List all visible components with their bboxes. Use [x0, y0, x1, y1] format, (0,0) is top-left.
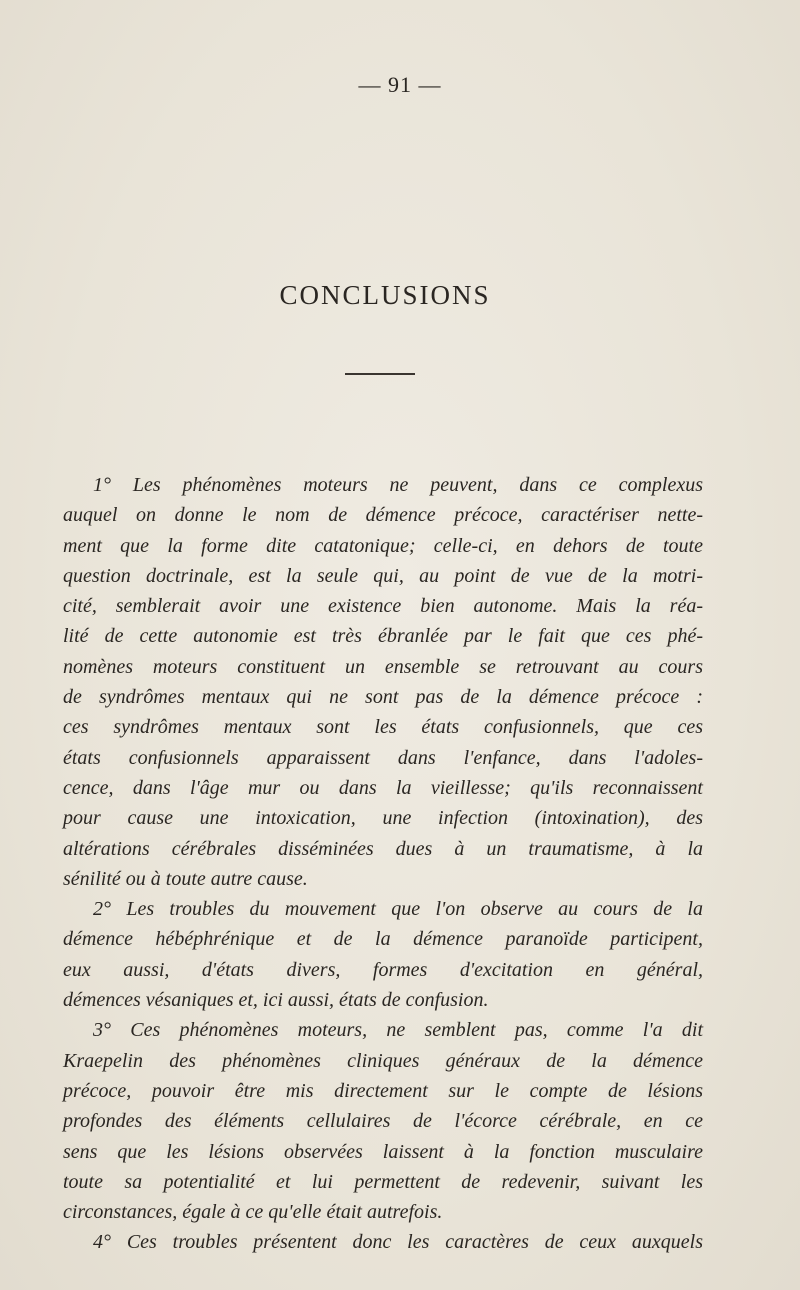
paragraph-3	[63, 1015, 703, 1227]
text-line: démence hébéphrénique et de la démence paranoïde participent,	[63, 928, 703, 951]
body-text	[63, 470, 703, 1258]
text-line: nomènes moteurs constituent un ensemble se retrouvant au cours	[63, 655, 703, 678]
text-line: de syndrômes mentaux qui ne sont pas de la démence précoce :	[63, 686, 703, 709]
text-line: lité de cette autonomie est très ébranlée par le fait que ces phé-	[63, 625, 703, 648]
text-line: question doctrinale, est la seule qui, au point de vue de la motri-	[63, 564, 703, 587]
text-line: circonstances, égale à ce qu'elle était autrefois.	[63, 1201, 443, 1224]
text-line: précoce, pouvoir être mis directement sur le compte de lésions	[63, 1079, 703, 1102]
section-title: CONCLUSIONS	[279, 280, 491, 310]
text-line: eux aussi, d'états divers, formes d'excitation en général,	[63, 958, 703, 981]
text-line: auquel on donne le nom de démence précoce, caractériser nette-	[63, 504, 703, 527]
text-line: 2° Les troubles du mouvement que l'on observe au cours de la	[93, 898, 703, 921]
text-line: sens que les lésions observées laissent à la fonction musculaire	[63, 1140, 703, 1163]
text-line: états confusionnels apparaissent dans l'enfance, dans l'adoles-	[63, 746, 703, 769]
text-line: ment que la forme dite catatonique; celle-ci, en dehors de toute	[63, 534, 703, 557]
text-line: 4° Ces troubles présentent donc les caractères de ceux auxquels	[93, 1231, 703, 1254]
text-line: 3° Ces phénomènes moteurs, ne semblent pas, comme l'a dit	[93, 1019, 703, 1042]
text-line: démences vésaniques et, ici aussi, états de confusion.	[63, 989, 489, 1012]
text-line: ces syndrômes mentaux sont les états confusionnels, que ces	[63, 716, 703, 739]
text-line: cité, semblerait avoir une existence bien autonome. Mais la réa-	[63, 595, 703, 618]
text-line: cence, dans l'âge mur ou dans la vieillesse; qu'ils reconnaissent	[63, 776, 703, 799]
paragraph-2	[63, 894, 703, 1015]
text-line: sénilité ou à toute autre cause.	[63, 867, 308, 890]
text-line: altérations cérébrales disséminées dues à un traumatisme, à la	[63, 837, 703, 860]
paragraph-1	[63, 470, 703, 894]
text-line: Kraepelin des phénomènes cliniques généraux de la démence	[63, 1049, 703, 1072]
text-line: pour cause une intoxication, une infection (intoxination), des	[63, 807, 703, 830]
text-line: 1° Les phénomènes moteurs ne peuvent, dans ce complexus	[93, 474, 703, 496]
text-line: toute sa potentialité et lui permettent de redevenir, suivant les	[63, 1170, 703, 1193]
paragraph-4	[63, 1227, 703, 1257]
title-divider	[345, 373, 415, 375]
text-line: profondes des éléments cellulaires de l'écorce cérébrale, en ce	[63, 1110, 703, 1133]
page-number: — 91 —	[358, 72, 442, 97]
